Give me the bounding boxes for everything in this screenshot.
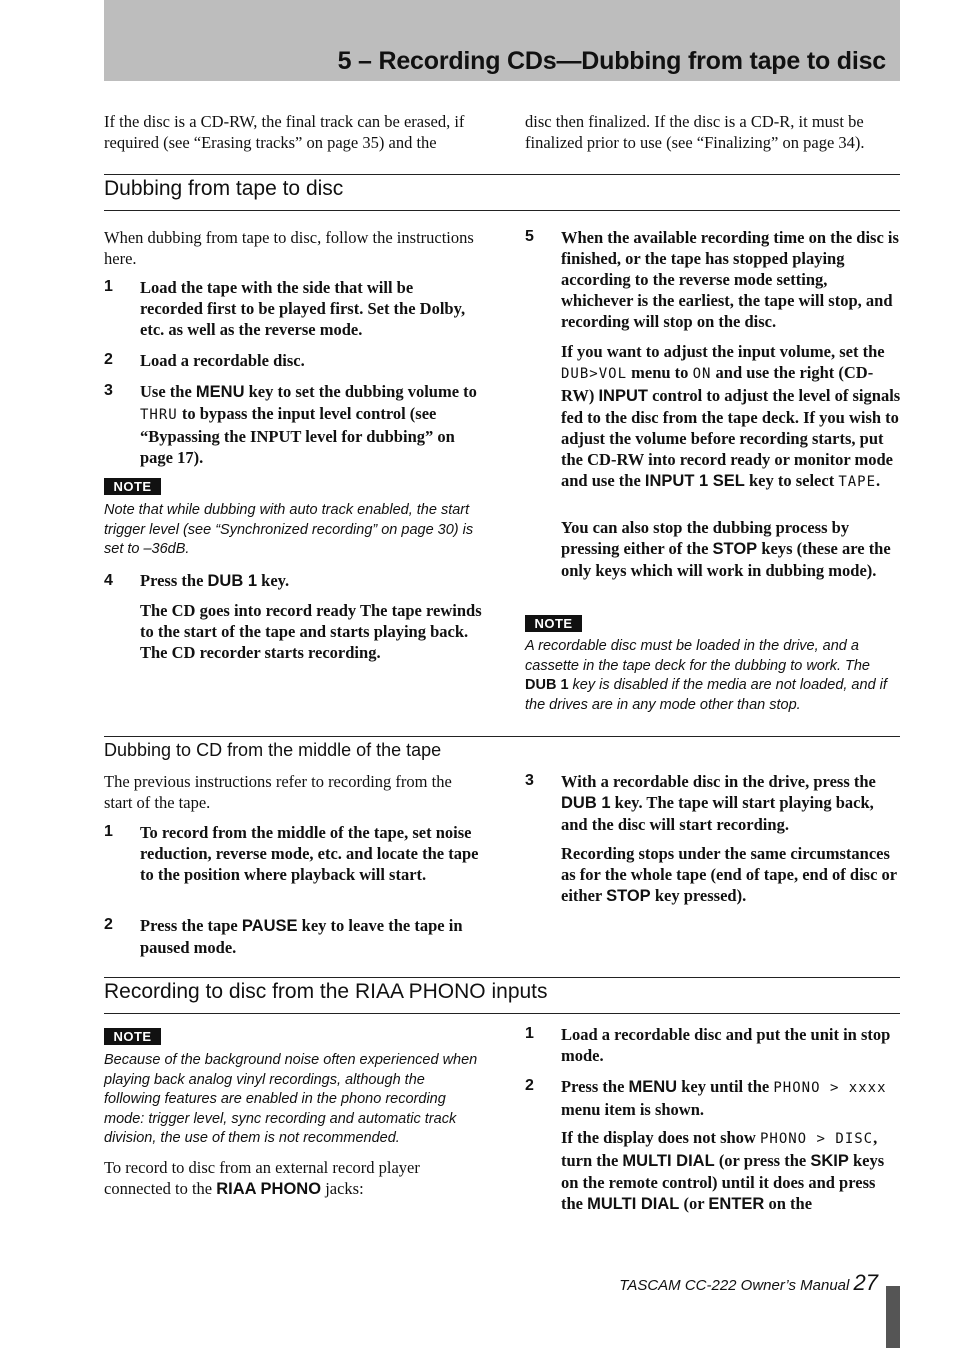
section-heading-phono: Recording to disc from the RIAA PHONO inputs — [104, 980, 548, 1003]
key-label: MULTI DIAL — [622, 1152, 715, 1170]
step-number: 1 — [104, 278, 113, 295]
section-rule — [104, 736, 900, 737]
step-2-text: Press the tape PAUSE key to leave the tape in paused mode. — [140, 916, 463, 957]
thumb-tab — [886, 1286, 900, 1348]
page-title: 5 – Recording CDs—Dubbing from tape to disc — [337, 47, 886, 75]
section-lead: When dubbing from tape to disc, follow the instructions here. — [104, 228, 474, 268]
step-number: 3 — [525, 772, 534, 789]
section-rule — [104, 174, 900, 175]
page-number: 27 — [853, 1270, 878, 1295]
step-1-text: Load a recordable disc and put the unit in stop mode. — [561, 1025, 891, 1065]
step-number: 1 — [525, 1025, 534, 1042]
intro-left: If the disc is a CD-RW, the final track can be erased, if required (see “Erasing tracks” on page 35) and the — [104, 112, 465, 152]
key-label: INPUT — [598, 387, 648, 405]
section-rule — [104, 977, 900, 978]
note-text: Note that while dubbing with auto track enabled, the start trigger level (see “Synchronized recording” on page 30) is set to –36dB. — [104, 502, 474, 557]
step-2-text: Press the MENU key until the PHONO > xxxx menu item is shown. — [561, 1077, 887, 1119]
step-number: 2 — [525, 1077, 534, 1094]
step-number: 1 — [104, 823, 113, 840]
lcd-text: PHONO > DISC — [759, 1131, 874, 1147]
note-badge: NOTE — [104, 1028, 161, 1045]
key-label: DUB 1 — [525, 677, 569, 693]
lcd-text: PHONO > xxxx — [773, 1080, 887, 1096]
step-number: 2 — [104, 916, 113, 933]
step-4-body: The CD goes into record ready The tape rewinds to the start of the tape and starts playing back. The CD recorder starts recording. — [140, 601, 482, 662]
key-label: MENU — [195, 383, 245, 401]
section-lead: To record to disc from an external record player connected to the RIAA PHONO jacks: — [104, 1158, 420, 1198]
step-number: 4 — [104, 572, 113, 589]
step-number: 2 — [104, 351, 113, 368]
step-3-text: With a recordable disc in the drive, press the DUB 1 key. The tape will start playing back, and the disc will start recording. — [561, 772, 876, 834]
intro-right: disc then finalized. If the disc is a CD-R, it must be finalized prior to use (see “Finalizing” on page 34). — [525, 112, 865, 152]
lcd-text: TAPE — [838, 474, 877, 490]
step-3-body: Recording stops under the same circumstances as for the whole tape (end of tape, end of disc or either STOP key pressed). — [561, 844, 897, 905]
step-1-text: To record from the middle of the tape, set noise reduction, reverse mode, etc. and locate the tape to the position where playback will start. — [140, 823, 479, 884]
step-3-text: Use the MENU key to set the dubbing volume to THRU to bypass the input level control (see “Bypassing the INPUT level for dubbing” on page 17). — [140, 382, 477, 467]
section-rule — [104, 1013, 900, 1014]
manual-title: TASCAM CC-222 Owner’s Manual — [619, 1277, 854, 1294]
note-text: A recordable disc must be loaded in the drive, and a cassette in the tape deck for the dubbing to work. The DUB 1 key is disabled if the media are not loaded, and if the drives are in any mode other than stop. — [525, 638, 887, 713]
key-label: RIAA PHONO — [216, 1180, 322, 1198]
note-badge: NOTE — [525, 615, 582, 632]
key-label: INPUT 1 SEL — [644, 472, 745, 490]
lcd-text: ON — [692, 366, 712, 382]
key-label: SKIP — [810, 1152, 849, 1170]
section-heading-dubbing: Dubbing from tape to disc — [104, 177, 344, 200]
subsection-heading: Dubbing to CD from the middle of the tape — [104, 740, 442, 760]
step-2-text: Load a recordable disc. — [140, 351, 305, 370]
lcd-text: THRU — [140, 407, 178, 423]
section-rule — [104, 210, 900, 211]
step-5-volume: If you want to adjust the input volume, set the DUB>VOL menu to ON and use the right (CD-RW) INPUT control to adjust the level of signals fed to the disc from the tape deck. If you wish to adjust the volume before recording starts, put the CD-RW into record ready or monitor mode and use the INPUT 1 SEL key to select TAPE. — [561, 342, 901, 490]
key-label: MULTI DIAL — [587, 1195, 680, 1213]
step-4-text: Press the DUB 1 key. — [140, 571, 290, 590]
key-label: STOP — [606, 887, 651, 905]
note-text: Because of the background noise often experienced when playing back analog vinyl recordings, although the following features are enabled in the phono recording mode: trigger level, sync recording and automatic track division, the use of them is not recommended. — [104, 1052, 478, 1146]
key-label: DUB 1 — [561, 794, 611, 812]
key-label: PAUSE — [241, 917, 298, 935]
key-label: ENTER — [708, 1195, 765, 1213]
key-label: DUB 1 — [207, 572, 258, 590]
section-lead: The previous instructions refer to recording from the start of the tape. — [104, 772, 452, 812]
step-number: 3 — [104, 382, 113, 399]
page-footer — [619, 1270, 878, 1296]
lcd-text: DUB>VOL — [561, 366, 628, 382]
key-label: MENU — [628, 1078, 678, 1096]
step-5-stop: You can also stop the dubbing process by pressing either of the STOP keys (these are the only keys which will work in dubbing mode). — [561, 518, 891, 580]
step-1-text: Load the tape with the side that will be recorded first to be played first. Set the Dolby, etc. as well as the reverse mode. — [140, 278, 466, 339]
note-badge: NOTE — [104, 478, 161, 495]
key-label: STOP — [712, 540, 758, 558]
step-number: 5 — [525, 228, 534, 245]
step-5-text: When the available recording time on the disc is finished, or the tape has stopped playing according to the reverse mode setting, whichever is the earliest, the tape will stop, and recording will stop on the disc. — [561, 228, 899, 331]
step-2-body: If the display does not show PHONO > DISC, turn the MULTI DIAL (or press the SKIP keys on the remote control) until it does and press the MULTI DIAL (or ENTER on the — [561, 1128, 885, 1213]
